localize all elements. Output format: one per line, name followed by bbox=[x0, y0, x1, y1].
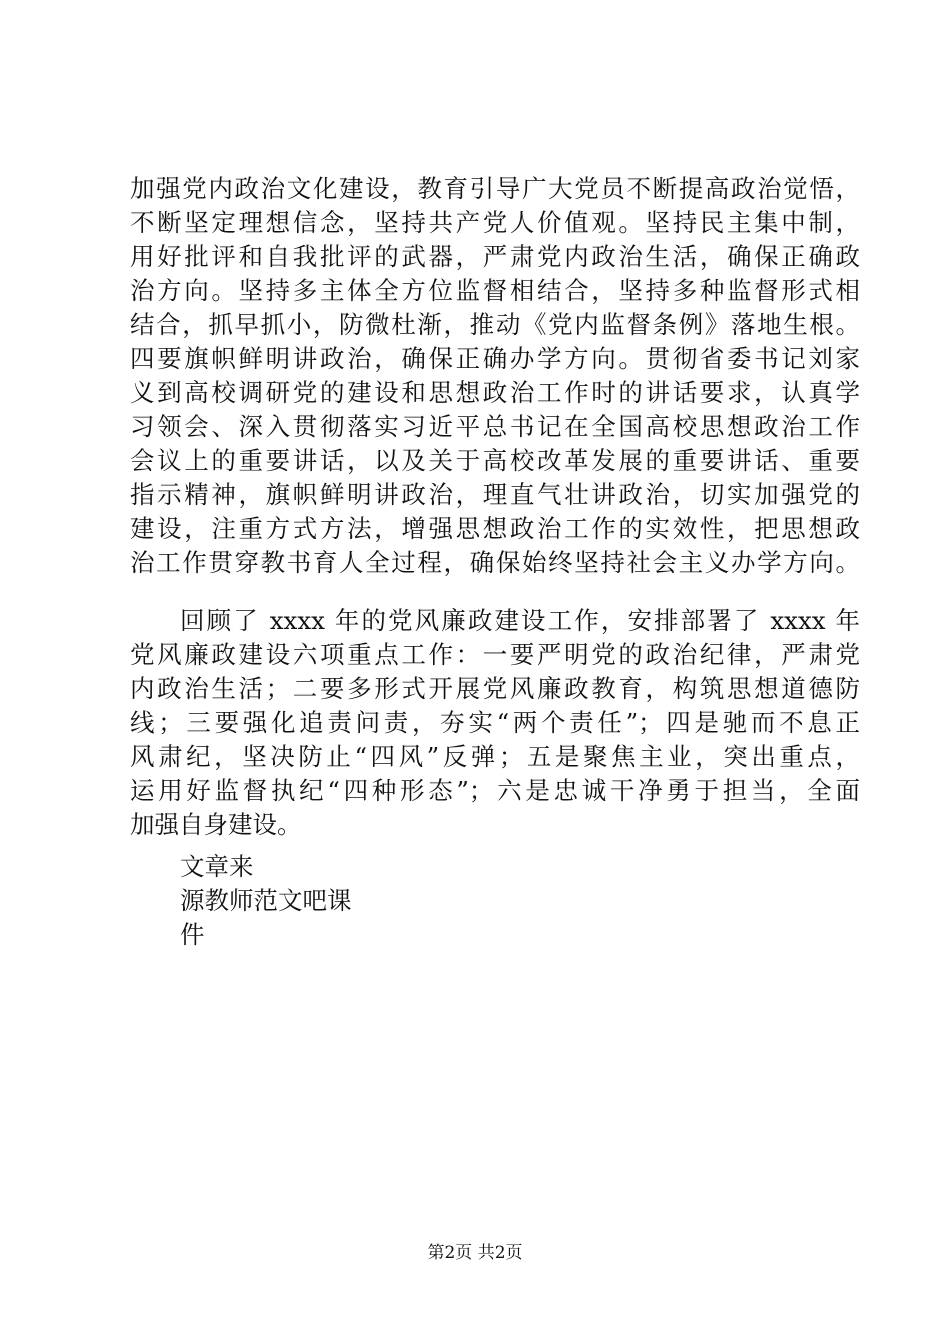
source-note-line: 源教师范文吧课 bbox=[180, 886, 352, 915]
paragraph2-line: 运用好监督执纪“四种形态”；六是忠诚干净勇于担当，全面 bbox=[130, 776, 860, 805]
paragraph1-line: 治方向。坚持多主体全方位监督相结合，坚持多种监督形式相 bbox=[130, 276, 860, 305]
paragraph2-line: 加强自身建设。 bbox=[130, 810, 302, 839]
paragraph1-line: 建设，注重方式方法，增强思想政治工作的实效性，把思想政 bbox=[130, 514, 860, 543]
source-note-line: 文章来 bbox=[180, 852, 254, 881]
paragraph2-line: 风肃纪，坚决防止“四风”反弹；五是聚焦主业，突出重点， bbox=[130, 742, 860, 771]
paragraph1-line: 会议上的重要讲话，以及关于高校改革发展的重要讲话、重要 bbox=[130, 446, 860, 475]
source-note-line: 件 bbox=[180, 920, 205, 949]
paragraph2-line: 党风廉政建设六项重点工作：一要严明党的政治纪律，严肃党 bbox=[130, 640, 860, 669]
page-number-footer: 第2页 共2页 bbox=[427, 1243, 523, 1263]
paragraph1-line: 结合，抓早抓小，防微杜渐，推动《党内监督条例》落地生根。 bbox=[130, 310, 860, 339]
paragraph1-line: 用好批评和自我批评的武器，严肃党内政治生活，确保正确政 bbox=[130, 242, 860, 271]
paragraph1-line: 加强党内政治文化建设，教育引导广大党员不断提高政治觉悟， bbox=[130, 174, 860, 203]
paragraph1-line: 治工作贯穿教书育人全过程，确保始终坚持社会主义办学方向。 bbox=[130, 548, 860, 577]
paragraph1-line: 习领会、深入贯彻落实习近平总书记在全国高校思想政治工作 bbox=[130, 412, 860, 441]
paragraph1-line: 四要旗帜鲜明讲政治，确保正确办学方向。贯彻省委书记刘家 bbox=[130, 344, 860, 373]
paragraph2-line: 内政治生活；二要多形式开展党风廉政教育，构筑思想道德防 bbox=[130, 674, 860, 703]
paragraph2-line: 回顾了 xxxx 年的党风廉政建设工作，安排部署了 xxxx 年 bbox=[180, 606, 860, 635]
paragraph2-line: 线；三要强化追责问责，夯实“两个责任”；四是驰而不息正 bbox=[130, 708, 860, 737]
paragraph1-line: 指示精神，旗帜鲜明讲政治，理直气壮讲政治，切实加强党的 bbox=[130, 480, 860, 509]
paragraph1-line: 不断坚定理想信念，坚持共产党人价值观。坚持民主集中制， bbox=[130, 208, 860, 237]
paragraph1-line: 义到高校调研党的建设和思想政治工作时的讲话要求，认真学 bbox=[130, 378, 860, 407]
